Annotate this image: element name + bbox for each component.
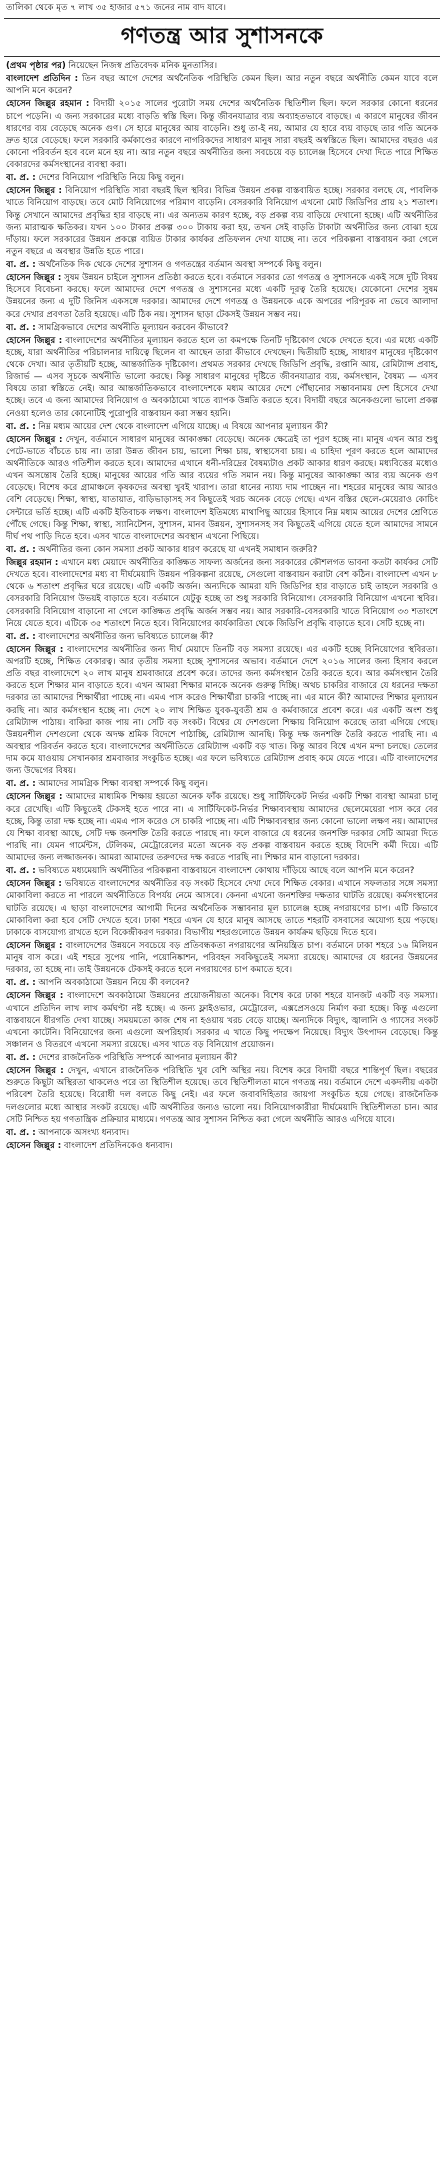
paragraph-text: এখানে মধ্য মেয়াদে অর্থনীতির কাঙ্ক্ষিত সাফল্য অর্জনের জন্য সরকারের কৌশলগত ভাবনা কতটা কার্যকর সেটি দেখতে হবে। বাংলাদেশের মধ্য বা দীর্ঘমেয়াদি উন্নয়ন পরিকল্পনা রয়েছে, সেগুলো বাস্তবায়ন করাটা বেশ কঠিন। বাংলাদেশ এখন ৮ থেকে ৬ শতাংশ প্রবৃদ্ধির ঘরে রয়েছে। এটি একটি অর্জন। অন্যদিকে আমরা যদি জিডিপির হার বাড়াতে চাই তাহলে সরকারি ও বেসরকারি বিনিয়োগ উভয়ই বাড়াতে হবে। বর্তমানে যেটুকু হচ্ছে তা শুধু সরকারি বিনিয়োগ। বেসরকারি বিনিয়োগ এখনো স্থবির। বেসরকারি বিনিয়োগ বাড়ানো না গেলে কাঙ্ক্ষিত প্রবৃদ্ধি অর্জন সম্ভব নয়। আর সরকারি-বেসরকারি খাতে বিনিয়োগ ৩৩ শতাংশে নিয়ে যেতে হবে। এটিকে ৩৫ শতাংশে নিতে হবে। বিনিয়োগের কার্যকারিতা থেকে জিডিপি প্রবৃদ্ধি বাড়াতে হবে। সেটি হচ্ছে না। [6, 558, 438, 629]
article-body [6, 60, 438, 2178]
speaker-label: হোসেন জিল্লুর : [6, 335, 63, 346]
speaker-label: হোসেন জিল্লুর : [6, 1140, 62, 1151]
article-paragraph [6, 185, 438, 258]
article-paragraph [6, 544, 438, 556]
article-paragraph [6, 977, 438, 989]
speaker-label: হোসেন জিল্লুর : [6, 792, 63, 803]
speaker-label: হোসেন জিল্লুর রহমান : [6, 99, 90, 110]
paragraph-text: আপনি অবকাঠামো উন্নয়ন নিয়ে কী বলবেন? [35, 978, 190, 989]
speaker-label: (প্রথম পৃষ্ঠার পর) [6, 61, 66, 71]
paragraph-text: বিনিয়োগ পরিস্থিতি সারা বছরই ছিল স্থবির। বিভিন্ন উন্নয়ন প্রকল্প বাস্তবায়িত হচ্ছে। সরকার বলছে যে, পাবলিক খাতে বিনিয়োগ বাড়ছে। তবে মোট বিনিয়োগের পরিমাণ বাড়েনি। বেসরকারি বিনিয়োগ এখনো মোট জিডিপির প্রায় ২১ শতাংশ। কিন্তু সেখানে আমাদের প্রবৃদ্ধির হার বাড়ছে না। এর অন্যতম কারণ হচ্ছে, বড় প্রকল্প ব্যয় বাড়িয়ে দেখানো হচ্ছে। এটি অর্থনীতির জন্য মারাত্মক ক্ষতিকর। যখন ১০০ টাকার প্রকল্প ৩০০ টাকায় করা হয়, তখন সেই বাড়তি টাকাটা অর্থনীতির জন্য বোঝা হয়ে দাঁড়ায়। ফলে সরকারের উন্নয়ন প্রকল্পে ব্যয়িত টাকার কার্যকর প্রতিফলন দেখা যাচ্ছে না। তবে পরিকল্পনা বাস্তবায়ন করা গেলে নতুন বছরে এ অবস্থার উন্নতি হতে পারে। [6, 186, 438, 257]
speaker-label: হোসেন জিল্লুর : [6, 940, 63, 951]
speaker-label: বা. প্র. : [6, 173, 36, 184]
article-paragraph [6, 1140, 438, 1152]
paragraph-text: বাংলাদেশের অর্থনীতির জন্য ভবিষ্যতে চ্যালেঞ্জ কী? [35, 631, 214, 642]
speaker-label: বা. প্র. : [6, 631, 36, 642]
speaker-label: বা. প্র. : [6, 421, 36, 432]
paragraph-text: আমাদের মাধ্যমিক শিক্ষায় হয়তো অনেক ফাঁক রয়েছে। শুধু সার্টিফিকেট নির্ভর একটি শিক্ষা ব্যবস্থা আমরা চালু করে রেখেছি। এটি কিছুতেই টেকসই হতে পারে না। এ সার্টিফিকেট-নির্ভর শিক্ষাব্যবস্থায় আমাদের ছেলেমেয়েরা পাস করে বের হচ্ছে, কিন্তু তারা দক্ষ হচ্ছে না। এমএ পাস করেও সে চাকরি পাচ্ছে না। এটি শিক্ষাব্যবস্থার জন্য কোনো ভালো লক্ষণ নয়। আমাদের যে শিক্ষা ব্যবস্থা আছে, সেটি দক্ষ জনশক্তি তৈরি করতে পারছে না। ফলে বাজারে যে ধরনের জনশক্তি দরকার সেটি আমরা দিতে পারছি না। যেমন গার্মেন্টস, টেলিকম, মেট্রোরেলের মতো অনেক বড় প্রকল্প বাস্তবায়ন করতে হচ্ছে বিদেশি কর্মী দিয়ে। এটি আমাদের জন্য লজ্জাজনক। আমরা আমাদের তরুণদের দক্ষ করতে পারছি না। শিক্ষার মান বাড়ানো দরকার। [6, 792, 438, 863]
speaker-label: বা. প্র. : [6, 260, 36, 270]
paragraph-text: আপনাকে অসংখ্য ধন্যবাদ। [35, 1127, 130, 1138]
article-paragraph [6, 98, 438, 171]
paragraph-text: দেশের রাজনৈতিক পরিস্থিতি সম্পর্কে আপনার মূল্যায়ন কী? [35, 1053, 238, 1063]
paragraph-text: আমাদের সামগ্রিক শিক্ষা ব্যবস্থা সম্পর্কে কিছু বলুন। [35, 779, 208, 790]
article-paragraph [6, 335, 438, 420]
paragraph-text: নিম্ন মধ্যম আয়ের দেশ থেকে বাংলাদেশ এগিয়ে যাচ্ছে। এ বিষয়ে আপনার মূল্যায়ন কী? [35, 421, 329, 432]
speaker-label: বা. প্র. : [6, 866, 36, 877]
speaker-label: বা. প্র. : [6, 322, 36, 333]
paragraph-text: সুষম উন্নয়ন চাইলে সুশাসন প্রতিষ্ঠা করতে হবে। বর্তমানে সরকার তো গণতন্ত্র ও সুশাসনকে একই সঙ্গে দুটি বিষয় হিসেবে বিবেচনা করছে। ফলে আমাদের দেশে গণতন্ত্র ও সুশাসনের মধ্যে একটি দূরত্ব তৈরি হয়েছে। যেকোনো দেশের সুষম উন্নয়নের জন্য এ দুটি জিনিস একসঙ্গে দরকার। আমাদের দেশে গণতন্ত্র ও উন্নয়নকে একে অপরের পরিপূরক না ভেবে আলাদা করে দেখার প্রবণতা তৈরি হয়েছে। এটি ঠিক নয়। সুশাসন ছাড়া টেকসই উন্নয়ন সম্ভব নয়। [6, 273, 438, 320]
article-paragraph [6, 1065, 438, 1126]
paragraph-text: বাংলাদেশের উন্নয়নে সবচেয়ে বড় প্রতিবন্ধকতা নগরায়ণের অনিয়ন্ত্রিত চাপ। বর্তমানে ঢাকা শহরে ১৬ মিলিয়ন মানুষ বাস করে। এই শহরে সুপেয় পানি, পয়োনিষ্কাশন, পরিবহন সবকিছুতেই সমস্যা রয়েছে। আমাদের যে ধরনের উন্নয়নের দরকার, তা হচ্ছে না। তাই উন্নয়নকে টেকসই করতে হলে নগরায়ণের চাপ কমাতে হবে। [6, 940, 438, 976]
article-paragraph [6, 272, 438, 321]
paragraph-text: দেখুন, বর্তমানে সাধারণ মানুষের আকাঙ্ক্ষা বেড়েছে। অনেক ক্ষেত্রেই তা পূরণ হচ্ছে না। মানুষ এখন আর শুধু পেটে-ভাতে বাঁচতে চায় না। তারা উন্নত জীবন চায়, ভালো শিক্ষা চায়, স্বাস্থ্যসেবা চায়। এ চাহিদা পূরণ করতে হলে আমাদের অর্থনীতিকে আরও গতিশীল করতে হবে। আমাদের এখানে ধনী-দরিদ্রের বৈষম্যটাও প্রকট আকার ধারণ করছে। মধ্যবিত্তের মধ্যেও এখন অসন্তোষ তৈরি হচ্ছে। মানুষের আয়ের গতি আর ব্যয়ের গতি সমান নয়। কিন্তু মানুষের আকাঙ্ক্ষা আর ব্যয় অনেক গুণ বেড়েছে। বিশেষ করে গ্রামাঞ্চলে কৃষকদের অবস্থা খুবই খারাপ। তারা ধানের ন্যায্য দাম পাচ্ছেন না। শহরের মানুষের আয় আরও বেশি বেড়েছে। শিক্ষা, স্বাস্থ্য, যাতায়াত, বাড়িভাড়াসহ সব কিছুতেই খরচ অনেক বেড়ে গেছে। এখন বস্তির ছেলে-মেয়েরাও কোচিং সেন্টারে ভর্তি হচ্ছে। এটি একটি ইতিবাচক লক্ষণ। বাংলাদেশ ইতিমধ্যে মাথাপিছু আয়ের হিসাবে নিম্ন মধ্যম আয়ের দেশের শ্রেণিতে পৌঁছে গেছে। কিন্তু শিক্ষা, স্বাস্থ্য, স্যানিটেশন, সুশাসন, মানব উন্নয়ন, সুশাসনসহ সব কিছুতেই এগিয়ে যেতে হলে আমাদের সামনে দীর্ঘ পথ পাড়ি দিতে হবে। এসব খাতে বাংলাদেশের অবস্থান এখনো পিছিয়ে। [6, 434, 438, 542]
article-paragraph [6, 557, 438, 630]
paragraph-text: তিন বছর আগে দেশের অর্থনৈতিক পরিস্থিতি কেমন ছিল। আর নতুন বছরে অর্থনীতি কেমন যাবে বলে আপনি মনে করেন? [6, 74, 438, 97]
speaker-label: হোসেন জিল্লুর : [6, 1066, 64, 1077]
paragraph-text: দেশের বিনিয়োগ পরিস্থিতি নিয়ে কিছু বলুন। [35, 173, 185, 184]
article-paragraph [6, 865, 438, 877]
speaker-label: হোসেন জিল্লুর : [6, 879, 62, 890]
previous-story-end-line: তালিকা থেকে মৃত ৭ লাখ ৩৫ হাজার ৫৭১ জনের নাম বাদ যাবে। [6, 3, 226, 13]
paragraph-text: বাংলাদেশের অর্থনীতির মূল্যায়ন করতে হলে তা কমপক্ষে তিনটি দৃষ্টিকোণ থেকে দেখতে হবে। এর মধ্যে একটি হচ্ছে, যারা অর্থনীতির পরিচালনার দায়িত্বে ছিলেন বা আছেন তারা কীভাবে দেখছেন। দ্বিতীয়টি হচ্ছে, সাধারণ মানুষের দৃষ্টিকোণ থেকে দেখা। আর তৃতীয়টি হচ্ছে, আন্তর্জাতিক দৃষ্টিকোণ। প্রথমত সরকার দেখছে জিডিপি প্রবৃদ্ধি, রপ্তানি আয়, রেমিট্যান্স প্রবাহ, রিজার্ভ — এসব সূচকে অর্থনীতি ভালো করছে। কিন্তু সাধারণ মানুষের দৃষ্টিতে জীবনযাত্রার ব্যয়, কর্মসংস্থান, বৈষম্য — এসব বিষয়ে তারা স্বস্তিতে নেই। আর আন্তর্জাতিকভাবে বাংলাদেশকে মধ্যম আয়ের দেশে পৌঁছানোর সম্ভাবনাময় দেশ হিসেবে দেখা হচ্ছে। তবে এ জন্য আমাদের বিনিয়োগ ও অবকাঠামো খাতে ব্যাপক উন্নতি করতে হবে। বিদায়ী বছরে অনেকগুলো ভালো প্রকল্প নেওয়া হলেও তার কোনোটিই পুরোপুরি বাস্তবায়ন করা সম্ভব হয়নি। [6, 335, 438, 419]
paragraph-text: সামগ্রিকভাবে দেশের অর্থনীতি মূল্যায়ন করবেন কীভাবে? [35, 322, 229, 333]
article-paragraph [6, 778, 438, 790]
divider [4, 56, 440, 57]
speaker-label: বা. প্র. : [6, 779, 36, 790]
article-paragraph [6, 878, 438, 939]
article-paragraph [6, 172, 438, 184]
article-paragraph [6, 421, 438, 433]
paragraph-text: ভবিষ্যতে মধ্যমেয়াদি অর্থনীতির পরিকল্পনা বাস্তবায়নে বাংলাদেশ কোথায় দাঁড়িয়ে আছে বলে আপনি মনে করেন? [35, 866, 415, 877]
speaker-label: বা. প্র. : [6, 1127, 36, 1138]
article-paragraph [6, 73, 438, 97]
speaker-label: হোসেন জিল্লুর : [6, 273, 62, 284]
paragraph-text: বাংলাদেশ প্রতিদিনকেও ধন্যবাদ। [61, 1140, 173, 1151]
paragraph-text: বাংলাদেশে অবকাঠামো উন্নয়নের প্রয়োজনীয়তা অনেক। বিশেষ করে ঢাকা শহরে যানজট একটি বড় সমস্যা। এখানে প্রতিদিন লাখ লাখ কর্মঘণ্টা নষ্ট হচ্ছে। এ জন্য ফ্লাইওভার, মেট্রোরেল, এক্সপ্রেসওয়ে নির্মাণ করা হচ্ছে। কিন্তু এগুলো বাস্তবায়নে ধীরগতি দেখা যাচ্ছে। সময়মতো কাজ শেষ না হওয়ায় খরচ বেড়ে যাচ্ছে। অন্যদিকে বিদ্যুৎ, জ্বালানি ও গ্যাসের সংকট এখনো কাটেনি। বিনিয়োগের জন্য এগুলো অপরিহার্য। সরকার এ খাতে কিছু পদক্ষেপ নিয়েছে। বিদ্যুৎ উৎপাদন বেড়েছে। কিন্তু সঞ্চালন ও বিতরণে এখনো সমস্যা রয়েছে। এসব খাতে বড় বিনিয়োগ প্রয়োজন। [6, 991, 438, 1050]
speaker-label: বা. প্র. : [6, 544, 36, 555]
article-paragraph [6, 791, 438, 864]
speaker-label: বা. প্র. : [6, 1053, 36, 1063]
article-paragraph [6, 644, 438, 777]
speaker-label: হোসেন জিল্লুর : [6, 991, 64, 1002]
paragraph-text: অর্থনীতির জন্য কোন সমস্যা প্রকট আকার ধারণ করেছে যা এখনই সমাধান জরুরি? [35, 544, 318, 555]
paragraph-text: দেখুন, এখানে রাজনৈতিক পরিস্থিতি খুব বেশি অস্থির নয়। বিশেষ করে বিদায়ী বছরে শান্তিপূর্ণ ছিল। বছরের শুরুতে কিছুটা অস্থিরতা থাকলেও পরে তা স্থিতিশীল হয়েছে। তবে স্থিতিশীলতা মানে গণতন্ত্র নয়। বর্তমানে দেশে একদলীয় একটা পরিবেশ তৈরি হয়েছে। বিরোধী দল বলতে কিছু নেই। এর ফলে জবাবদিহিতার জায়গা সংকুচিত হয়ে গেছে। রাজনৈতিক দলগুলোর মধ্যে আস্থার সংকট রয়েছে। এটি অর্থনীতির জন্যও ভালো নয়। বিনিয়োগকারীরা দীর্ঘমেয়াদি স্থিতিশীলতা চান। আর সেটি নিশ্চিত হয় গণতান্ত্রিক প্রক্রিয়ার মাধ্যমে। গণতন্ত্র আর সুশাসন নিশ্চিত করা গেলে অর্থনীতি আরও এগিয়ে যাবে। [6, 1066, 438, 1125]
article-headline: গণতন্ত্র আর সুশাসনকে [120, 24, 324, 49]
article-paragraph [6, 631, 438, 643]
paragraph-text: বাংলাদেশের অর্থনীতির জন্য দীর্ঘ মেয়াদে তিনটি বড় সমস্যা রয়েছে। এর একটি হচ্ছে বিনিয়োগের স্থবিরতা। অপরটি হচ্ছে, শিক্ষিত বেকারত্ব। আর তৃতীয় সমস্যা হচ্ছে সুশাসনের অভাব। বর্তমানে দেশে ২০১৬ সালের জন্য হিসাব করলে প্রতি বছর বাংলাদেশে ২০ লাখ মানুষ শ্রমবাজারে প্রবেশ করে। তাদের জন্য কর্মসংস্থান তৈরি করতে হবে। আর কর্মসংস্থান তৈরি করতে হলে শিক্ষার মান বাড়াতে হবে। এখন আমরা শিক্ষার মানকে অনেক গুরুত্ব দিচ্ছি। অথচ চাকরির বাজারে যে ধরনের দক্ষতা দরকার তা আমাদের শিক্ষার্থীরা পাচ্ছে না। এমএ পাস করেও শিক্ষার্থীরা চাকরি পাচ্ছে না। এর মানে কী? আমাদের শিক্ষার মূল্যায়ন করছি না। আর কর্মসংস্থান হচ্ছে না। দেশে ২০ লাখ শিক্ষিত যুবক-যুবতী শ্রম ও কর্মবাজারে প্রবেশ করে। এর একটি অংশ শুধু রেমিট্যান্স পাঠায়। বাকিরা কাজ পায় না। সেটি বড় সংকট। বিশ্বের যে দেশগুলো শিক্ষায় বিনিয়োগ করেছে তারা এগিয়ে গেছে। উন্নয়নশীল দেশগুলো থেকে অদক্ষ শ্রমিক বিদেশে পাঠাচ্ছি, রেমিট্যান্স আনছি। কিন্তু দক্ষ জনশক্তি তৈরি করতে পারছি না। এ অবস্থার পরিবর্তন করতে হবে। বাংলাদেশের অর্থনীতিতে রেমিট্যান্স একটি বড় খাত। কিন্তু আরব বিশ্বে এখন মন্দা চলছে। তেলের দাম কমে যাওয়ায় সেখানকার শ্রমবাজার সংকুচিত হচ্ছে। এর ফলে ভবিষ্যতে রেমিট্যান্স প্রবাহ কমে যেতে পারে। এটি বাংলাদেশের জন্য উদ্বেগের বিষয়। [6, 644, 438, 777]
speaker-label: জিল্লুর রহমান : [6, 558, 59, 568]
speaker-label: হোসেন জিল্লুর : [6, 186, 62, 197]
article-paragraph [6, 1127, 438, 1139]
divider [4, 18, 440, 19]
article-paragraph [6, 990, 438, 1051]
speaker-label: বাংলাদেশ প্রতিদিন : [6, 74, 79, 85]
article-paragraph [6, 940, 438, 976]
article-paragraph [6, 259, 438, 271]
article-paragraph [6, 322, 438, 334]
speaker-label: হোসেন জিল্লুর : [6, 434, 63, 445]
article-paragraph [6, 1052, 438, 1064]
article-paragraph [6, 434, 438, 543]
paragraph-text: বিদায়ী ২০১৫ সালের পুরোটা সময় দেশের অর্থনৈতিক স্থিতিশীল ছিল। ফলে সরকার কোনো ধরনের চাপে পড়েনি। এ জন্য সরকারের মধ্যে বাড়তি স্বস্তি ছিল। কিন্তু জীবনযাত্রার ব্যয় অব্যাহতভাবে বাড়ছে। এ কারণে মানুষের জীবন ধারণের ব্যয় বেড়েছে অনেক গুণ। সে হারে মানুষের আয় বাড়েনি। শুধু তা-ই নয়, আমার যে হারে ব্যয় বাড়ছে তার গতি অনেক দ্রুত হারে বেড়েছে। ফলে সরকারি কর্মকাণ্ডের কারণে নাগরিকদের সাধারণ মানুষ সারা বছরই অস্বস্তিতে ছিল। আমাদের বছরও এর কোনো পরিবর্তন হবে বলে মনে হয় না। আর নতুন বছরে অর্থনীতির জন্য সবচেয়ে বড় চ্যালেঞ্জ হিসেবে দেখা দিতে পারে শিক্ষিত বেকারদের কর্মসংস্থানের ব্যবস্থা করা। [6, 99, 438, 170]
article-paragraph [6, 60, 438, 72]
speaker-label: হোসেন জিল্লুর : [6, 644, 64, 655]
speaker-label: বা. প্র. : [6, 978, 36, 989]
paragraph-text: ভবিষ্যতে বাংলাদেশের অর্থনীতির বড় সংকট হিসেবে দেখা দেবে শিক্ষিত বেকার। এখানে সফলতার সঙ্গে সমস্যা মোকাবিলা করতে না পারলে অর্থনীতিতে বিপর্যয় নেমে আসবে। কেননা এখনো জনশক্তির দক্ষতার ঘাটতি রয়েছে। কর্মসংস্থানের ঘাটতি রয়েছে। এ ছাড়া বাংলাদেশের আগামী দিনের অর্থনৈতিক সম্ভাবনার মূল চ্যালেঞ্জ হচ্ছে নগরায়ণের চাপ। এটি কিভাবে মোকাবিলা করা হবে সেটি দেখতে হবে। ঢাকা শহরে এখন যে হারে মানুষ আসছে তাতে শহরটি বসবাসের অযোগ্য হয়ে পড়ছে। ঢাকাকে বাসযোগ্য রাখতে হলে বিকেন্দ্রীকরণ দরকার। বিভাগীয় শহরগুলোতে উন্নয়ন কার্যক্রম ছড়িয়ে দিতে হবে। [6, 879, 438, 938]
paragraph-text: নিয়েছেন নিজস্ব প্রতিবেদক মনিক মুনতাসির। [65, 61, 218, 71]
paragraph-text: অর্থনৈতিক দিক থেকে দেশের সুশাসন ও গণতন্ত্রের বর্তমান অবস্থা সম্পর্কে কিছু বলুন। [35, 260, 322, 270]
